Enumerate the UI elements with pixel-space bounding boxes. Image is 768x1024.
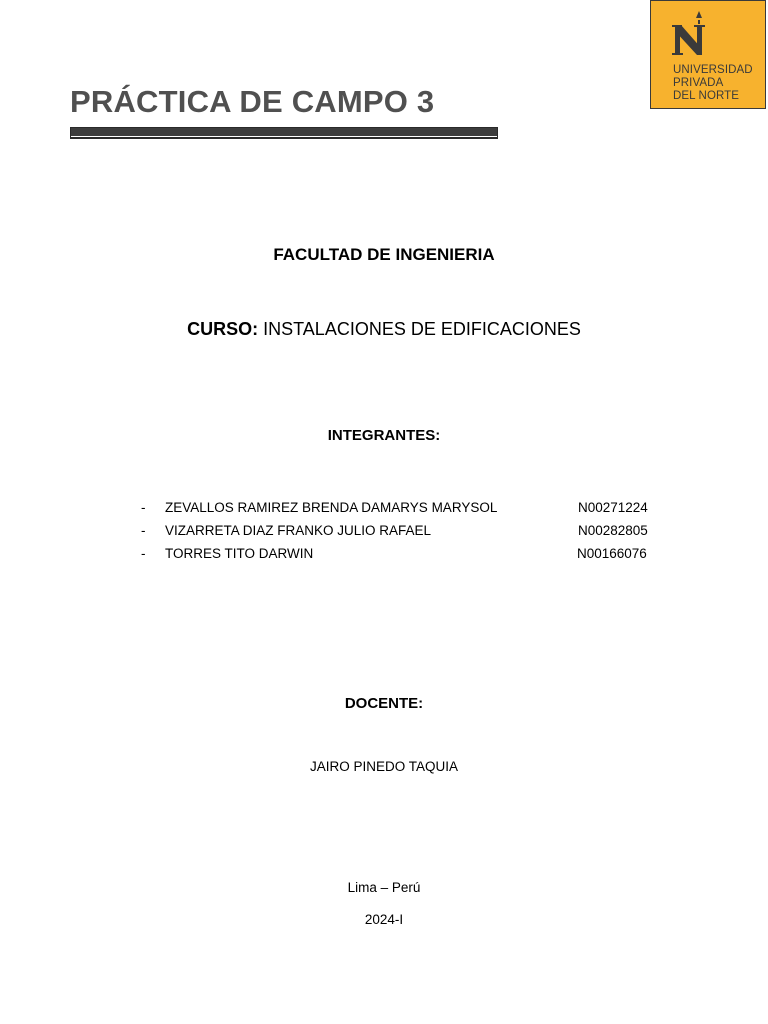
university-logo xyxy=(650,0,766,109)
academic-period: 2024-I xyxy=(364,912,404,927)
logo-line: UNIVERSIDAD xyxy=(673,64,753,76)
member-name: ZEVALLOS RAMIREZ BRENDA DAMARYS MARYSOL xyxy=(165,500,498,515)
faculty-heading: FACULTAD DE INGENIERIA xyxy=(273,245,495,264)
title-underline-bar xyxy=(70,127,498,139)
teacher-heading: DOCENTE: xyxy=(344,695,424,712)
teacher-name: JAIRO PINEDO TAQUIA xyxy=(309,759,459,774)
course-name: INSTALACIONES DE EDIFICACIONES xyxy=(263,319,581,339)
members-heading: INTEGRANTES: xyxy=(327,427,441,444)
course-line xyxy=(0,319,768,340)
member-code: N00271224 xyxy=(578,500,648,515)
bullet: - xyxy=(141,546,146,561)
bullet: - xyxy=(141,523,146,538)
member-row xyxy=(0,523,768,541)
member-name: TORRES TITO DARWIN xyxy=(165,546,314,561)
member-code: N00166076 xyxy=(577,546,647,561)
member-row xyxy=(0,546,768,564)
member-row xyxy=(0,500,768,518)
member-code: N00282805 xyxy=(578,523,648,538)
logo-line: DEL NORTE xyxy=(673,90,740,102)
location: Lima – Perú xyxy=(347,880,421,895)
member-name: VIZARRETA DIAZ FRANKO JULIO RAFAEL xyxy=(165,523,432,538)
logo-line: PRIVADA xyxy=(673,77,724,89)
university-n-icon xyxy=(671,11,711,57)
logo-wordmark xyxy=(673,64,753,103)
document-title: PRÁCTICA DE CAMPO 3 xyxy=(70,84,435,119)
bullet: - xyxy=(141,500,146,515)
course-label: CURSO: xyxy=(187,319,259,339)
